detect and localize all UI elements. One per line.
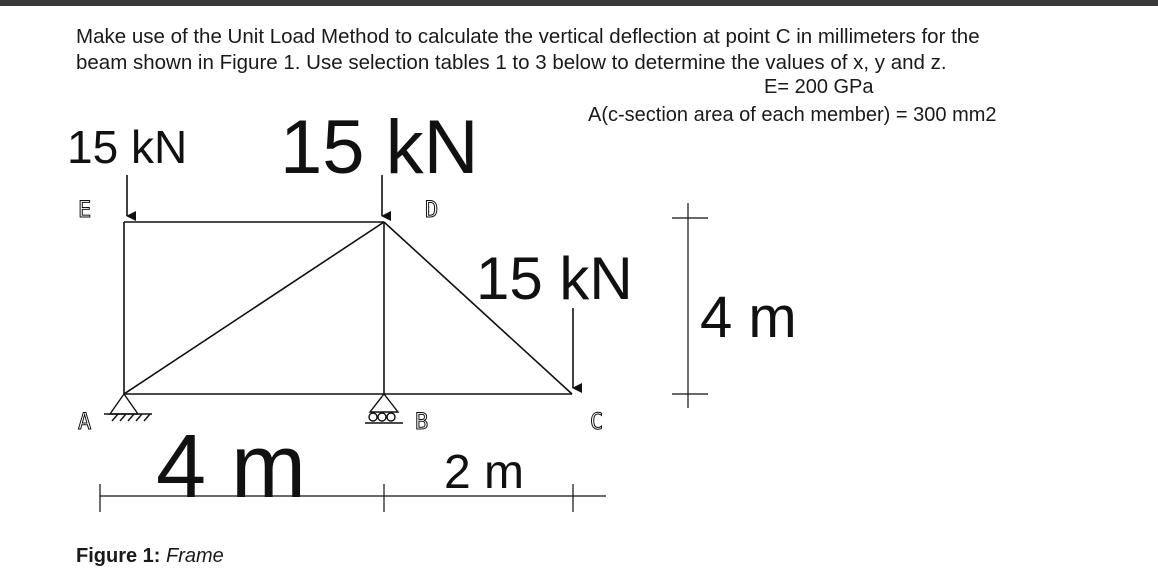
node-label-c: C (590, 410, 604, 435)
node-label-d: D (425, 198, 439, 223)
pin-support-a (104, 394, 152, 421)
load-label-d: 15 kN (280, 105, 479, 190)
elastic-modulus-text: E= 200 GPa (764, 76, 874, 98)
node-label-a: A (78, 410, 92, 435)
caption-title: Frame (166, 545, 224, 567)
dimension-label-bc: 2 m (444, 446, 525, 499)
caption-label: Figure 1: (76, 545, 161, 567)
load-label-e: 15 kN (67, 121, 188, 173)
roller-support-b (365, 394, 403, 423)
load-label-c: 15 kN (476, 245, 633, 312)
node-labels (78, 198, 603, 435)
problem-line-1: Make use of the Unit Load Method to calculate the vertical deflection at point C in millimeters for the (76, 25, 980, 48)
node-label-b: B (415, 410, 429, 435)
node-label-e: E (78, 198, 92, 223)
figure-caption (76, 545, 224, 568)
area-text: A(c-section area of each member) = 300 mm2 (588, 104, 997, 126)
member-ad (124, 222, 384, 394)
pin-triangle (110, 394, 138, 414)
roller-triangle (370, 394, 398, 412)
dimension-label-ab: 4 m (156, 417, 307, 517)
dimension-label-height: 4 m (700, 285, 797, 350)
problem-line-2: beam shown in Figure 1. Use selection tables 1 to 3 below to determine the values of x, y and z. (76, 51, 947, 74)
